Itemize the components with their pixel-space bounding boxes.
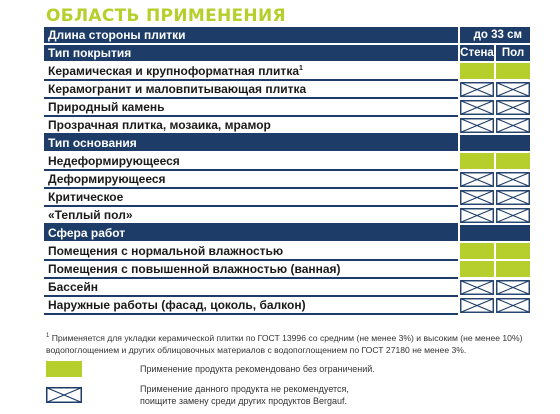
pol-status-cell [494,171,530,189]
table-row [44,279,530,297]
application-table [44,27,530,315]
pol-status-cell [494,99,530,117]
table-row [44,63,530,81]
legend-not-recommended [46,383,349,407]
row-label [44,99,458,117]
section-header: Сфера работ [44,225,458,243]
row-label [44,261,458,279]
row-label-text: Помещения с нормальной влажностью [48,244,284,258]
not-recommended-cross-icon [460,208,494,223]
not-recommended-cross-icon [46,387,82,403]
table-row [44,99,530,117]
pol-status-cell [494,153,530,171]
footnote-text: Применяется для укладки керамической плитки по ГОСТ 13996 со средним (не менее 3%) и высоким (не менее 10%) водопоглощением и других облицовочных материалов с водопоглощением по ГОСТ 27180 не менее 3%. [46,332,523,355]
stena-status-cell [458,243,494,261]
row-label-text: Керамическая и крупноформатная плитка [48,64,299,78]
tile-length-label: Длина стороны плитки [44,27,458,45]
stena-status-cell [458,189,494,207]
not-recommended-cross-icon [496,118,530,133]
stena-status-cell [458,63,494,81]
row-label-text: Помещения с повышенной влажностью (ванная) [48,262,341,276]
not-recommended-cross-icon [460,280,494,295]
row-label-text: Керамогранит и маловпитывающая плитка [48,82,307,96]
section-header: Тип покрытия [44,45,458,63]
not-recommended-cross-icon [460,100,494,115]
row-label [44,243,458,261]
section-header-row [44,225,530,243]
row-label-text: Бассейн [48,280,98,294]
tile-length-value: до 33 см [458,27,530,45]
row-label-text: Природный камень [48,100,165,114]
section-header: Тип основания [44,135,458,153]
not-recommended-cross-icon [496,82,530,97]
pol-status-cell [494,261,530,279]
tile-length-row [44,27,530,45]
pol-status-cell [494,207,530,225]
row-label [44,117,458,135]
not-recommended-cross-icon [496,298,530,313]
table-row [44,261,530,279]
not-recommended-cross-icon [460,118,494,133]
stena-status-cell [458,99,494,117]
legend-recommended-text: Применение продукта рекомендовано без ограничений. [140,364,375,374]
column-header-pol: Пол [494,45,530,63]
pol-status-cell [494,279,530,297]
row-label-text: Прозрачная плитка, мозаика, мрамор [48,118,271,132]
row-label [44,189,458,207]
not-recommended-cross-icon [496,100,530,115]
recommended-swatch [46,361,82,377]
table-row [44,117,530,135]
stena-status-cell [458,207,494,225]
row-label [44,153,458,171]
table-row [44,189,530,207]
table-row [44,171,530,189]
footnote-mark: 1 [46,333,50,339]
footnote-ref: 1 [299,65,303,72]
table-row [44,153,530,171]
row-label-text: Деформирующееся [48,172,166,186]
page-title: ОБЛАСТЬ ПРИМЕНЕНИЯ [46,6,286,26]
row-label [44,81,458,99]
column-header-stena: Стена [458,45,494,63]
pol-status-cell [494,243,530,261]
not-recommended-cross-icon [460,190,494,205]
row-label [44,279,458,297]
not-recommended-cross-icon [496,190,530,205]
not-recommended-cross-icon [460,172,494,187]
footnote [46,330,536,356]
section-header-row [44,135,530,153]
not-recommended-cross-icon [496,172,530,187]
row-label-text: Критическое [48,190,124,204]
row-label-text: Недеформирующееся [48,154,180,168]
pol-status-cell [494,117,530,135]
section-header-row [44,45,530,63]
table-row [44,297,530,315]
pol-status-cell [494,297,530,315]
not-recommended-cross-icon [460,298,494,313]
stena-status-cell [458,81,494,99]
row-label [44,207,458,225]
pol-status-cell [494,189,530,207]
pol-status-cell [494,63,530,81]
legend-not-recommended-text: Применение данного продукта не рекомендуется, поищите замену среди других продуктов Bergauf. [140,384,349,406]
row-label-text: Наружные работы (фасад, цоколь, балкон) [48,298,306,312]
row-label [44,63,458,81]
section-header-filler [458,225,530,243]
row-label [44,297,458,315]
stena-status-cell [458,171,494,189]
stena-status-cell [458,261,494,279]
table-row [44,207,530,225]
row-label-text: «Теплый пол» [48,208,133,222]
table-row [44,243,530,261]
not-recommended-cross-icon [460,82,494,97]
legend-recommended [46,361,375,377]
stena-status-cell [458,297,494,315]
section-header-filler [458,135,530,153]
not-recommended-cross-icon [496,280,530,295]
stena-status-cell [458,279,494,297]
not-recommended-cross-icon [496,208,530,223]
table-row [44,81,530,99]
row-label [44,171,458,189]
pol-status-cell [494,81,530,99]
stena-status-cell [458,117,494,135]
stena-status-cell [458,153,494,171]
